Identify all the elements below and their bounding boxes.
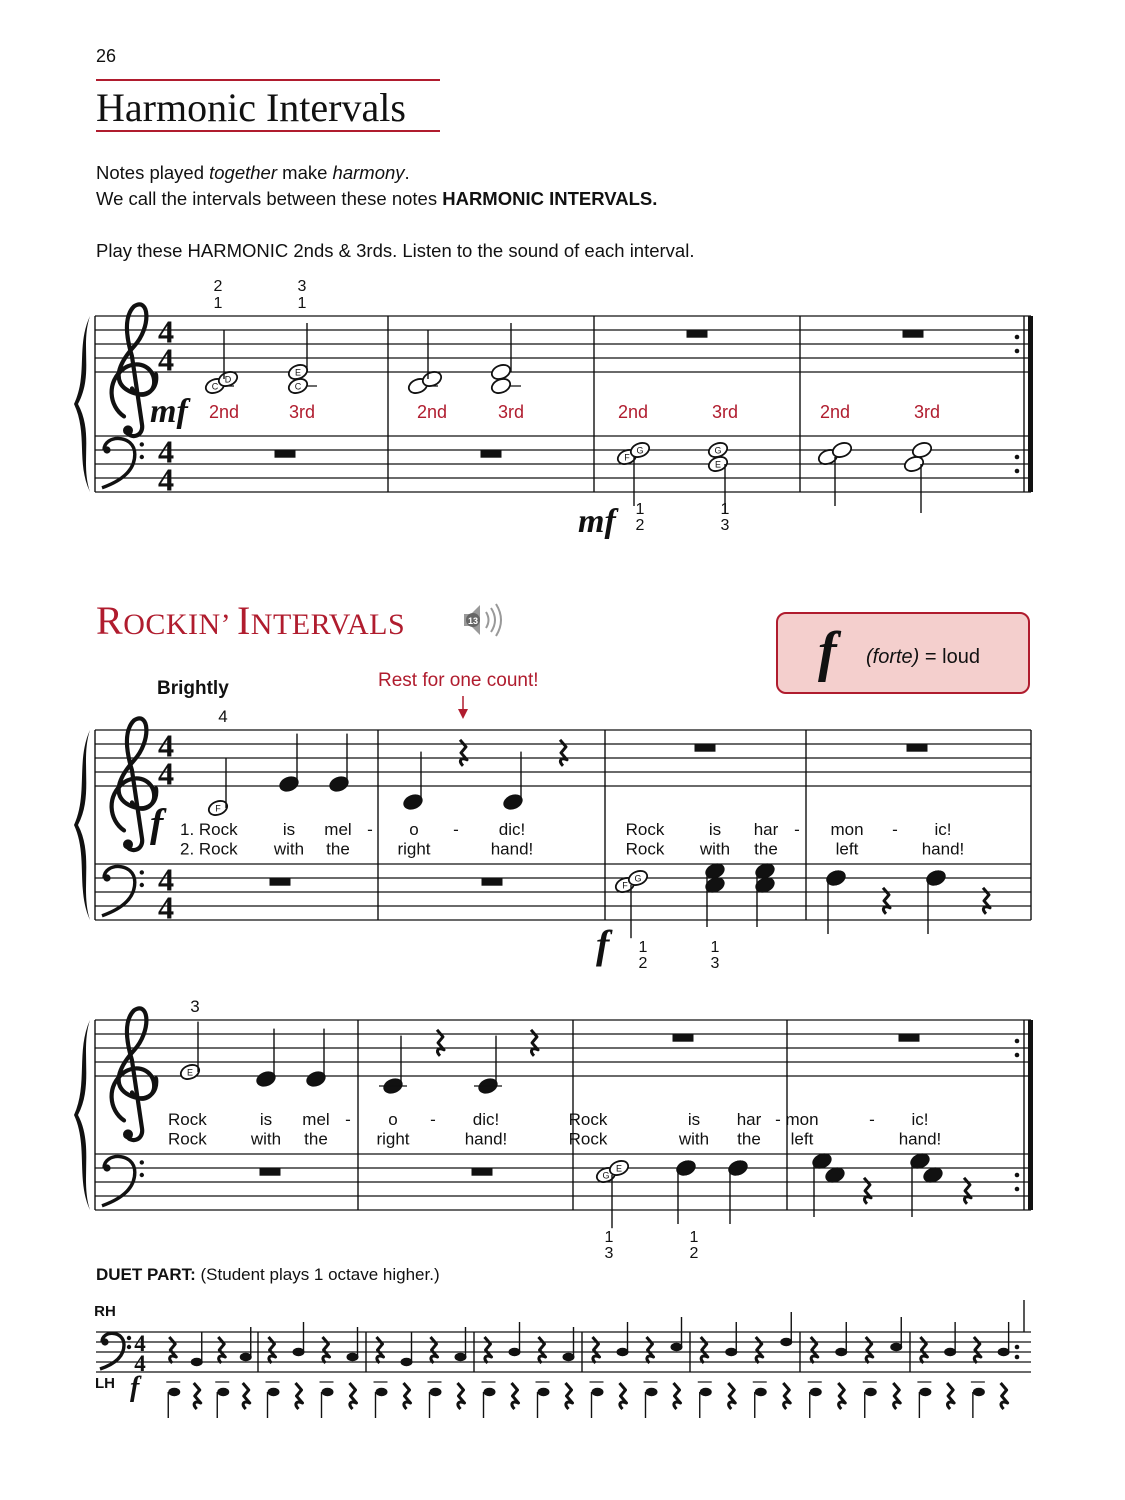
note-letter: G (634, 873, 642, 884)
treble-clef-dot (123, 425, 133, 435)
duet-rh-note (725, 1348, 737, 1356)
lyric-verse-2: Rock (168, 1129, 207, 1149)
finger-number: 3 (190, 997, 200, 1016)
interval-label: 2nd (416, 402, 448, 422)
duet-rh-note (347, 1353, 359, 1361)
lyric-verse-1: 1. Rock (180, 820, 238, 839)
finger-number: 1 (638, 939, 648, 956)
quarter-rest-icon (194, 1383, 201, 1409)
quarter-rest-icon (947, 1383, 954, 1409)
interval-label: 3rd (711, 402, 739, 422)
title-bottom-rule (96, 130, 440, 132)
dynamic-mark: mf (578, 503, 616, 540)
finger-number: 2 (635, 517, 645, 534)
note-letter: F (624, 452, 630, 463)
note-letter: E (186, 1067, 194, 1078)
duet-lh-note (755, 1388, 767, 1396)
rh-label: RH (94, 1303, 116, 1320)
note-letter: G (602, 1170, 610, 1181)
quarter-rest-icon (1001, 1383, 1008, 1409)
repeat-dot (1015, 1355, 1020, 1360)
lyric-verse-2: hand! (490, 839, 534, 859)
song-system-2 (0, 990, 1125, 1262)
lyric-verse-1: is (708, 820, 722, 839)
finger-number: 2 (213, 278, 223, 295)
lyric-verse-2: left (790, 1129, 814, 1149)
lyric-verse-1: o (409, 820, 419, 839)
duet-rh-note (998, 1348, 1010, 1356)
page-number: 26 (96, 46, 117, 66)
quarter-rest-icon (512, 1383, 519, 1409)
whole-rest-icon (695, 744, 716, 752)
lyric-verse-2: hand! (898, 1129, 942, 1149)
duet-lh-note (268, 1388, 280, 1396)
repeat-dot (1015, 335, 1020, 340)
lyric-verse-1: mon (830, 820, 864, 839)
bass-clef-dot (140, 1160, 144, 1164)
lyric-verse-1: har (736, 1110, 762, 1129)
time-signature-top: 4 (157, 433, 175, 470)
dynamic-mark: f (596, 921, 610, 967)
quarter-rest-icon (485, 1337, 492, 1363)
whole-rest-icon (673, 1034, 694, 1042)
note-letter: F (622, 880, 628, 891)
duet-part-staff (0, 1300, 1125, 1430)
time-signature-bottom: 4 (157, 461, 175, 498)
quarter-rest-icon (701, 1337, 708, 1363)
duet-lh-note (217, 1388, 229, 1396)
duet-rh-note (240, 1353, 252, 1361)
quarter-rest-icon (218, 1337, 225, 1363)
lyric-verse-1: dic! (472, 1110, 500, 1129)
lyric-verse-1: mel (324, 820, 352, 839)
whole-rest-icon (481, 450, 502, 458)
quarter-rest-icon (838, 1383, 845, 1409)
repeat-thick-bar (1028, 316, 1033, 492)
quarter-rest-icon (920, 1337, 927, 1363)
finger-number: 1 (635, 501, 645, 518)
quarter-rest-icon (756, 1337, 763, 1363)
forte-symbol: f (818, 621, 837, 683)
finger-number: 1 (689, 1229, 699, 1246)
duet-rh-note (780, 1338, 792, 1346)
lyric-verse-1: - (453, 820, 459, 839)
lyric-verse-2: with (273, 839, 305, 859)
interval-label: 3rd (288, 402, 316, 422)
instruction-text: Play these HARMONIC 2nds & 3rds. Listen to the sound of each interval. (96, 240, 695, 261)
quarter-rest-icon (866, 1337, 873, 1363)
intro-line-1: Notes played together make harmony. (96, 162, 410, 183)
duet-lh-note (376, 1388, 388, 1396)
bass-clef-dot (140, 442, 144, 446)
lyric-verse-1: o (388, 1110, 398, 1129)
dynamic-mark: mf (150, 393, 188, 430)
note-letter: G (636, 445, 644, 456)
quarter-rest-icon (296, 1383, 303, 1409)
interval-label: 2nd (819, 402, 851, 422)
quarter-rest-icon (431, 1337, 438, 1363)
bass-clef-icon (102, 1156, 144, 1205)
lyric-verse-1: Rock (568, 1110, 608, 1129)
repeat-dot (1015, 349, 1020, 354)
note-letter: E (615, 1163, 623, 1174)
time-signature-top: 4 (157, 313, 175, 350)
bass-clef-icon (102, 438, 144, 487)
whole-rest-icon (482, 878, 503, 886)
song-system-1 (0, 700, 1125, 980)
duet-lh-note (973, 1388, 985, 1396)
quarter-rest-icon (377, 1337, 384, 1363)
duet-rh-note (563, 1353, 575, 1361)
lyric-verse-1: Rock (625, 820, 665, 839)
finger-number: 2 (638, 955, 648, 972)
note-letter: D (224, 374, 232, 385)
lyric-verse-2: right (397, 839, 431, 859)
bass-clef-icon (102, 866, 144, 915)
lyric-verse-2: Rock (625, 839, 665, 859)
quarter-rest-icon (620, 1383, 627, 1409)
bass-clef-icon (100, 1333, 131, 1369)
repeat-dot (1015, 469, 1020, 474)
lyric-verse-1: mel (302, 1110, 330, 1129)
finger-number: 3 (604, 1245, 614, 1262)
repeat-dot (1015, 1187, 1020, 1192)
duet-lh-note (919, 1388, 931, 1396)
quarter-rest-icon (974, 1337, 981, 1363)
note-head (490, 362, 513, 381)
lyric-verse-1: Rock (168, 1110, 207, 1129)
bass-clef-dot (127, 1345, 131, 1349)
bass-clef-dot (140, 455, 144, 459)
lyric-verse-2: 2. Rock (180, 839, 238, 859)
quarter-rest-icon (243, 1383, 250, 1409)
duet-rh-note (455, 1353, 467, 1361)
quarter-rest-icon (893, 1383, 900, 1409)
quarter-rest-icon (458, 1383, 465, 1409)
time-signature-bottom: 4 (157, 889, 175, 926)
bass-clef-path (102, 866, 135, 915)
quarter-rest-icon (350, 1383, 357, 1409)
quarter-rest-icon (269, 1337, 276, 1363)
lyric-verse-1: ic! (911, 1110, 929, 1129)
quarter-rest-icon (593, 1337, 600, 1363)
repeat-dot (1015, 455, 1020, 460)
lyric-verse-1: dic! (498, 820, 526, 839)
whole-rest-icon (903, 330, 924, 338)
whole-rest-icon (270, 878, 291, 886)
grand-staff-brace (74, 316, 90, 492)
time-signature-bottom: 4 (157, 755, 175, 792)
duet-rh-note (944, 1348, 956, 1356)
lyric-verse-1: is (259, 1110, 273, 1129)
duet-lh-note (865, 1388, 877, 1396)
duet-lh-note (168, 1388, 180, 1396)
lyric-verse-2: the (326, 839, 350, 859)
repeat-thick-bar (1028, 1020, 1033, 1210)
finger-number: 1 (604, 1229, 614, 1246)
lyric-verse-2: the (737, 1129, 761, 1149)
interval-label: 2nd (617, 402, 649, 422)
quarter-rest-icon (323, 1337, 330, 1363)
treble-clef-dot (123, 1129, 133, 1139)
whole-rest-icon (260, 1168, 281, 1176)
lyric-verse-1: - (345, 1110, 351, 1129)
treble-clef-path (112, 1008, 157, 1140)
whole-rest-icon (899, 1034, 920, 1042)
lyric-verse-2: Rock (568, 1129, 608, 1149)
repeat-dot (1015, 1345, 1020, 1350)
note-letter: C (211, 381, 219, 392)
bass-clef-dot (140, 883, 144, 887)
lyric-verse-2: the (304, 1129, 328, 1149)
duet-lh-note (430, 1388, 442, 1396)
note-letter: F (215, 803, 221, 814)
lyric-verse-1: is (282, 820, 296, 839)
time-signature-bottom: 4 (134, 1351, 146, 1376)
lyric-verse-1: is (687, 1110, 701, 1129)
duet-lh-note (484, 1388, 496, 1396)
harmonic-intervals-exercise (0, 270, 1125, 550)
duet-rh-note (617, 1348, 629, 1356)
duet-lh-note (322, 1388, 334, 1396)
forte-definition-box (776, 612, 1030, 694)
lyric-verse-2: the (754, 839, 778, 859)
title-top-rule (96, 79, 440, 81)
bass-clef-dot (103, 446, 110, 453)
treble-clef-icon (112, 1008, 157, 1140)
finger-number: 1 (710, 939, 720, 956)
quarter-rest-icon (783, 1383, 790, 1409)
lyric-verse-2: hand! (921, 839, 965, 859)
grand-staff-brace (74, 1020, 90, 1210)
quarter-rest-icon (811, 1337, 818, 1363)
finger-number: 3 (720, 517, 730, 534)
lyric-verse-2: with (678, 1129, 710, 1149)
lyric-verse-2: with (699, 839, 731, 859)
time-signature-bottom: 4 (157, 341, 175, 378)
duet-lh-note (538, 1388, 550, 1396)
rest-annotation: Rest for one count! (378, 670, 539, 691)
whole-rest-icon (687, 330, 708, 338)
finger-number: 1 (213, 295, 223, 312)
lyric-verse-1: har (753, 820, 779, 839)
lyric-verse-2: left (835, 839, 859, 859)
finger-number: 3 (710, 955, 720, 972)
duet-rh-note (671, 1343, 683, 1351)
lyric-verse-1: - (794, 820, 800, 839)
bass-clef-dot (140, 1173, 144, 1177)
lyric-verse-2: with (250, 1129, 282, 1149)
lh-label: LH (95, 1375, 115, 1392)
repeat-dot (1015, 1173, 1020, 1178)
duet-rh-note (293, 1348, 305, 1356)
bass-clef-dot (103, 874, 110, 881)
duet-rh-note (401, 1358, 413, 1366)
lyric-verse-1: mon (785, 1110, 819, 1129)
bass-clef-path (102, 438, 135, 487)
duet-lh-note (592, 1388, 604, 1396)
grand-staff-brace (74, 730, 90, 920)
sound-waves-icon (486, 604, 501, 636)
time-signature-top: 4 (157, 727, 175, 764)
finger-number: 4 (218, 707, 228, 726)
interval-label: 2nd (208, 402, 240, 422)
lyric-verse-1: - (775, 1110, 781, 1129)
note-letter: C (294, 381, 302, 392)
audio-track-icon[interactable] (460, 600, 510, 640)
tempo-marking: Brightly (157, 678, 229, 699)
note-letter: E (294, 367, 302, 378)
duet-rh-note (890, 1343, 902, 1351)
lyric-verse-1: - (367, 820, 373, 839)
time-signature-top: 4 (134, 1331, 146, 1356)
intro-line-2: We call the intervals between these notes HARMONIC INTERVALS. (96, 188, 658, 209)
time-signature-top: 4 (157, 861, 175, 898)
quarter-rest-icon (728, 1383, 735, 1409)
duet-rh-note (509, 1348, 521, 1356)
finger-number: 1 (720, 501, 730, 518)
intro-text (96, 160, 657, 212)
quarter-rest-icon (539, 1337, 546, 1363)
note-letter: G (714, 445, 722, 456)
bass-clef-dot (127, 1336, 131, 1340)
duet-rh-note (835, 1348, 847, 1356)
quarter-rest-icon (169, 1337, 176, 1363)
finger-number: 2 (689, 1245, 699, 1262)
duet-part-label: DUET PART: (Student plays 1 octave higher.) (96, 1265, 440, 1284)
lyric-verse-1: - (892, 820, 898, 839)
treble-clef-dot (123, 839, 133, 849)
duet-lh-note (646, 1388, 658, 1396)
bass-clef-path (102, 1156, 135, 1205)
duet-rh-note (191, 1358, 203, 1366)
finger-number: 1 (297, 295, 307, 312)
quarter-rest-icon (566, 1383, 573, 1409)
bass-clef-dot (101, 1338, 108, 1345)
lyric-verse-1: - (869, 1110, 875, 1129)
lyric-verse-2: right (376, 1129, 410, 1149)
page-title: Harmonic Intervals (96, 85, 406, 130)
whole-rest-icon (275, 450, 296, 458)
repeat-dot (1015, 1039, 1020, 1044)
track-number: 13 (467, 616, 479, 626)
forte-definition: (forte) = loud (866, 646, 980, 668)
dynamic-mark: f (150, 800, 164, 846)
whole-rest-icon (472, 1168, 493, 1176)
song-title: ROCKIN’ INTERVALS (96, 598, 406, 643)
finger-number: 3 (297, 278, 307, 295)
bass-clef-dot (103, 1164, 110, 1171)
quarter-rest-icon (404, 1383, 411, 1409)
lyric-verse-2: hand! (464, 1129, 508, 1149)
interval-label: 3rd (913, 402, 941, 422)
quarter-rest-icon (647, 1337, 654, 1363)
whole-rest-icon (907, 744, 928, 752)
lyric-verse-1: ic! (934, 820, 952, 839)
dynamic-mark: f (130, 1372, 140, 1403)
lyric-verse-1: - (430, 1110, 436, 1129)
bass-clef-dot (140, 870, 144, 874)
note-letter: E (714, 459, 722, 470)
duet-lh-note (810, 1388, 822, 1396)
interval-label: 3rd (497, 402, 525, 422)
duet-lh-note (700, 1388, 712, 1396)
quarter-rest-icon (674, 1383, 681, 1409)
repeat-dot (1015, 1053, 1020, 1058)
